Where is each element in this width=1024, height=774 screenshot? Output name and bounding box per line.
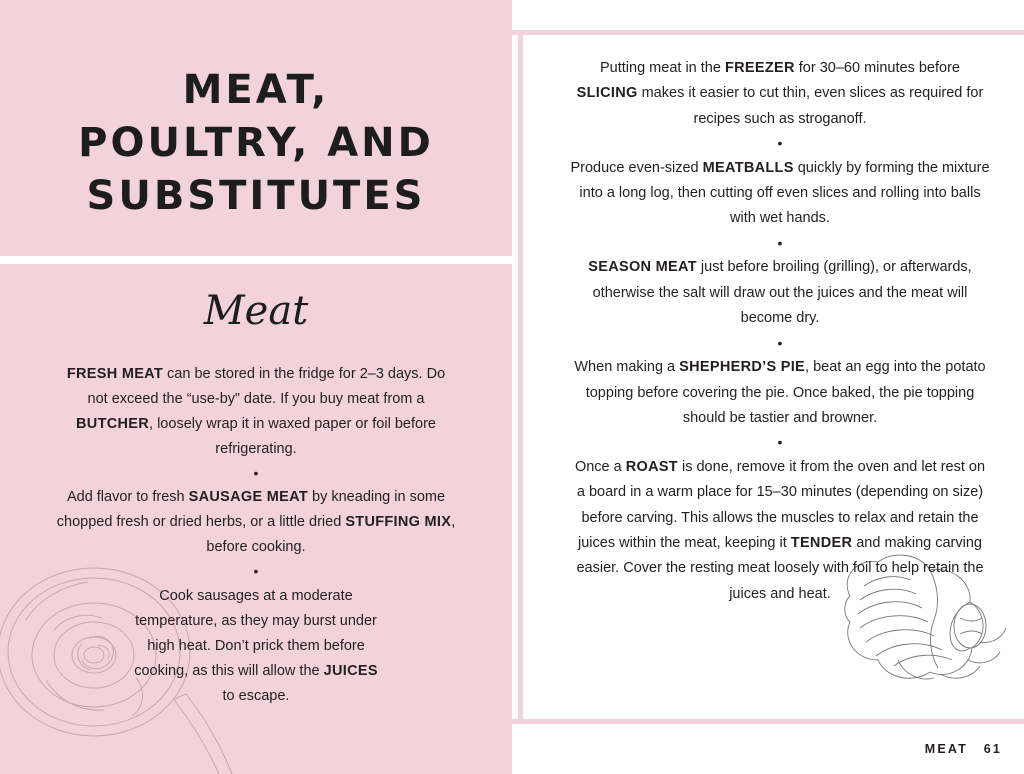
tip-text: Produce even-sized <box>570 159 703 176</box>
gutter-rule <box>518 30 523 724</box>
tip-text: for 30–60 minutes before <box>794 60 960 76</box>
tip-text: just before broiling (grilling), or afterwards, otherwise the salt will draw out the juices and the meat will become dry. <box>592 259 972 327</box>
tip-keyword: MEATBALLS <box>702 159 794 176</box>
tip-keyword: FRESH MEAT <box>66 366 164 382</box>
tip-text: and making carving easier. Cover the resting meat loosely with foil to help retain the juices and heat. <box>576 535 984 602</box>
bullet-separator: • <box>253 464 259 481</box>
tip-keyword: BUTCHER <box>76 415 150 432</box>
bullet-separator: • <box>777 434 783 451</box>
tip-text: by kneading in some chopped fresh or dried herbs, or a little dried <box>56 489 446 531</box>
bullet-separator: • <box>777 135 783 152</box>
folio <box>925 742 1002 756</box>
tip-keyword: SAUSAGE MEAT <box>188 489 308 506</box>
tip-text: , beat an egg into the potato topping before covering the pie. Once baked, the pie topping should be tastier and browner. <box>585 359 986 426</box>
tip-text: to escape. <box>222 687 290 704</box>
folio-label: MEAT <box>924 742 968 756</box>
bullet-separator: • <box>777 334 783 351</box>
tip-keyword: SLICING <box>576 85 638 102</box>
tip-text: Putting meat in the <box>600 60 725 76</box>
tip-text: When making a <box>574 359 680 376</box>
bullet-separator: • <box>253 563 259 580</box>
tip-text: Once a <box>574 458 626 475</box>
tip-keyword: SEASON MEAT <box>588 259 697 276</box>
tip-paragraph <box>131 584 381 709</box>
tip-text: , loosely wrap it in waxed paper or foil before refrigerating. <box>149 415 436 457</box>
tip-text: is done, remove it from the oven and let rest on a board in a warm place for 15–30 minutes (depending on size) before carving. This allows the muscles to relax and retain the juices within the meat, keeping it <box>576 458 986 551</box>
tip-text: Add flavor to fresh <box>66 489 189 506</box>
bottom-rule <box>512 719 1024 724</box>
tip-keyword: ROAST <box>625 458 678 475</box>
tip-keyword: TENDER <box>790 535 853 551</box>
section-title: Meat <box>203 288 309 334</box>
chapter-title <box>0 64 512 222</box>
right-column-tips <box>570 56 990 607</box>
tip-paragraph <box>56 362 456 462</box>
top-rule <box>512 30 1024 35</box>
right-page <box>512 0 1024 774</box>
chapter-title-line-3: SUBSTITUTES <box>86 172 426 219</box>
bullet-separator: • <box>777 234 783 251</box>
tip-text: can be stored in the fridge for 2–3 days. Do not exceed the “use-by” date. If you buy meat from a <box>87 366 446 407</box>
left-column-tips <box>56 362 456 708</box>
tip-paragraph <box>570 255 990 331</box>
tip-paragraph <box>570 56 990 132</box>
tip-keyword: STUFFING MIX <box>345 514 452 531</box>
tip-keyword: SHEPHERD’S PIE <box>679 359 806 376</box>
chapter-title-line-1: MEAT, <box>182 67 330 113</box>
tip-keyword: JUICES <box>323 662 378 679</box>
tip-keyword: FREEZER <box>724 60 795 76</box>
tip-text: makes it easier to cut thin, even slices as required for recipes such as stroganoff. <box>637 85 984 127</box>
tip-text: , before cooking. <box>206 514 456 556</box>
tip-text: Cook sausages at a moderate temperature, as they may burst under high heat. Don’t prick them before cooking, as this will allow the <box>134 587 377 679</box>
tip-text: quickly by forming the mixture into a long log, then cutting off even slices and rolling into balls with wet hands. <box>579 159 990 227</box>
tip-paragraph <box>56 485 456 560</box>
chapter-title-line-2: POULTRY, AND <box>78 119 434 166</box>
tip-paragraph <box>570 455 990 607</box>
tip-paragraph <box>570 156 990 232</box>
folio-page-number: 61 <box>983 742 1002 756</box>
tip-paragraph <box>570 355 990 431</box>
